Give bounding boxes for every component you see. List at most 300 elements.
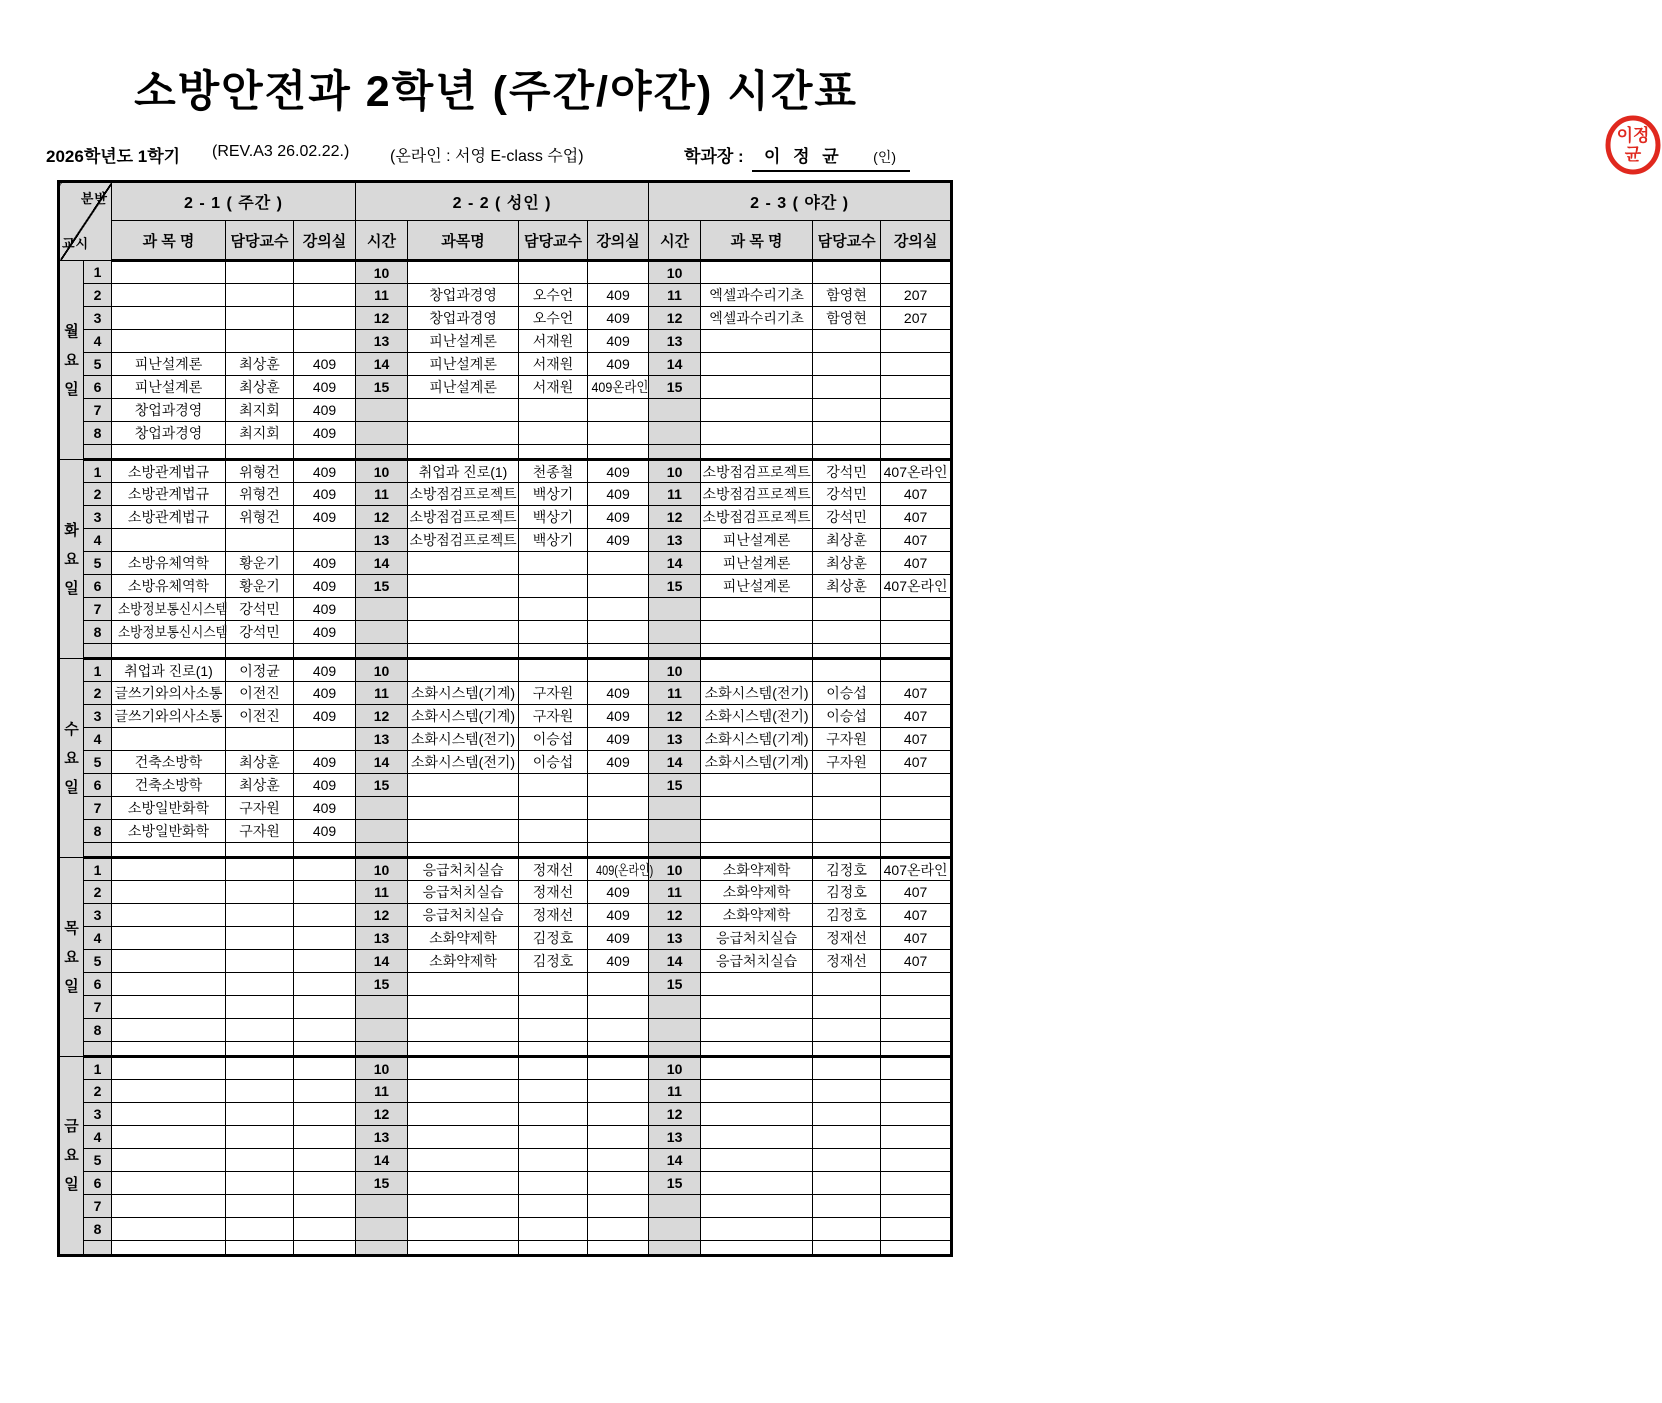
room-cell: [881, 705, 952, 728]
room-cell: [294, 927, 356, 950]
time-cell: [649, 881, 701, 904]
professor-cell: [813, 552, 881, 575]
time-cell: [649, 973, 701, 996]
professor-cell: [519, 858, 588, 881]
room-cell-text: 409: [606, 907, 630, 923]
time-cell-text: 12: [373, 509, 390, 525]
period-cell-text: 8: [93, 1022, 102, 1038]
professor-cell: [519, 506, 588, 529]
subject-cell-text: 피난설계론: [429, 333, 497, 349]
room-cell: [881, 774, 952, 797]
time-cell: [649, 858, 701, 881]
time-cell: [356, 858, 408, 881]
time-cell-text: 12: [666, 509, 683, 525]
room-cell: [588, 483, 649, 506]
subject-cell: [408, 1149, 519, 1172]
section-title-day-class: 2 - 1 ( 주간 ): [112, 182, 356, 221]
day-label: [59, 1057, 84, 1256]
period-cell: [84, 284, 112, 307]
room-cell-text: 409: [312, 662, 337, 679]
subject-cell: [112, 1126, 226, 1149]
subject-cell-text: 피난설계론: [134, 356, 203, 372]
room-cell: [294, 529, 356, 552]
subject-cell-text: 소방일반화학: [127, 800, 210, 816]
room-cell-text: 409: [606, 463, 630, 480]
subject-cell: [112, 1057, 226, 1080]
professor-cell: [226, 659, 294, 682]
timetable-row: [59, 1172, 952, 1195]
period-cell-text: 2: [93, 884, 102, 900]
chief-signature-line: [752, 126, 1650, 172]
professor-cell-text: 이전진: [239, 708, 280, 724]
separator-cell: [84, 843, 112, 858]
separator-cell: [881, 644, 952, 659]
subject-cell: [408, 529, 519, 552]
separator-cell: [226, 644, 294, 659]
time-cell-text: 14: [666, 754, 683, 770]
professor-cell-text: 위형건: [239, 463, 280, 480]
period-cell-text: 7: [93, 402, 102, 418]
subject-cell: [112, 950, 226, 973]
separator-cell: [881, 1241, 952, 1256]
room-cell-text: 409: [606, 532, 630, 548]
chief-name: 이 정 균: [764, 147, 843, 166]
subject-cell-text: 소화시스템(전기): [704, 685, 809, 701]
professor-cell: [813, 1080, 881, 1103]
column-header-row: [59, 221, 952, 261]
room-cell: [588, 881, 649, 904]
time-cell-text: 12: [373, 907, 390, 923]
subject-cell: [112, 284, 226, 307]
time-cell-text: 13: [373, 930, 390, 946]
time-cell: [649, 552, 701, 575]
professor-cell: [813, 460, 881, 483]
room-cell-text: 409: [606, 754, 630, 770]
col-header-room: 강의실: [294, 221, 356, 261]
subject-cell: [408, 996, 519, 1019]
timetable-row: [59, 927, 952, 950]
timetable-row: [59, 1019, 952, 1042]
period-cell-text: 1: [93, 662, 102, 679]
subject-cell-text: 건축소방학: [134, 754, 203, 770]
room-cell: [294, 1218, 356, 1241]
separator-cell: [881, 445, 952, 460]
room-cell: [294, 797, 356, 820]
subject-cell: [701, 506, 813, 529]
separator-cell: [294, 445, 356, 460]
subject-cell: [408, 284, 519, 307]
room-cell: [294, 904, 356, 927]
time-cell: [649, 774, 701, 797]
room-cell: [588, 774, 649, 797]
subject-cell: [112, 705, 226, 728]
subject-cell-text: 소방점검프로젝트: [409, 486, 517, 502]
professor-cell: [226, 820, 294, 843]
room-cell: [588, 284, 649, 307]
room-cell-text: 407: [903, 555, 928, 571]
separator-cell: [112, 1042, 226, 1057]
time-cell-text: 10: [373, 463, 390, 480]
subject-cell: [408, 330, 519, 353]
time-cell: [649, 529, 701, 552]
corner-label-class: 분반: [80, 191, 108, 206]
separator-cell: [84, 644, 112, 659]
time-cell: [649, 575, 701, 598]
subject-cell: [112, 1080, 226, 1103]
professor-cell-text: 서재원: [532, 379, 574, 395]
room-cell: [881, 927, 952, 950]
professor-cell: [813, 881, 881, 904]
time-cell-text: 10: [666, 1060, 683, 1077]
professor-cell-text: 강석민: [239, 624, 280, 640]
subject-cell: [408, 881, 519, 904]
period-cell-text: 5: [93, 555, 102, 571]
room-cell: [294, 330, 356, 353]
period-cell-text: 1: [93, 264, 102, 280]
time-cell: [649, 950, 701, 973]
period-cell: [84, 1126, 112, 1149]
time-cell: [356, 1195, 408, 1218]
timetable-row: [59, 621, 952, 644]
col-header-professor: 담당교수: [813, 221, 881, 261]
separator-cell: [881, 843, 952, 858]
period-cell: [84, 973, 112, 996]
subject-cell-text: 소화시스템(전기): [704, 708, 809, 724]
professor-cell: [226, 330, 294, 353]
subject-cell: [408, 261, 519, 284]
period-cell-text: 7: [93, 601, 102, 617]
room-cell: [881, 261, 952, 284]
period-cell-text: 8: [93, 1221, 102, 1237]
professor-cell-text: 함영현: [826, 310, 867, 326]
subject-cell: [701, 598, 813, 621]
subject-cell: [408, 1195, 519, 1218]
separator-cell: [226, 843, 294, 858]
room-cell: [881, 904, 952, 927]
col-header-professor: 담당교수: [519, 221, 588, 261]
room-cell-text: 409: [312, 555, 337, 571]
room-cell: [294, 1172, 356, 1195]
time-cell-text: 11: [374, 1083, 389, 1099]
subject-cell-text: 소방유체역학: [127, 555, 210, 571]
separator-cell: [519, 1241, 588, 1256]
separator-cell: [408, 1241, 519, 1256]
professor-cell-text: 김정호: [826, 907, 867, 923]
time-cell: [356, 1149, 408, 1172]
period-cell: [84, 307, 112, 330]
professor-cell: [813, 950, 881, 973]
subject-cell-text: 응급처치실습: [422, 861, 504, 878]
subject-cell-text: 소방유체역학: [127, 578, 210, 594]
professor-cell: [813, 1172, 881, 1195]
room-cell: [588, 621, 649, 644]
room-cell: [881, 575, 952, 598]
time-cell-text: 14: [666, 1152, 683, 1168]
subject-cell: [408, 751, 519, 774]
period-cell: [84, 904, 112, 927]
subject-cell: [112, 261, 226, 284]
subject-cell: [408, 353, 519, 376]
subject-cell: [701, 621, 813, 644]
room-cell: [588, 1172, 649, 1195]
professor-cell-text: 최상훈: [826, 555, 867, 571]
subject-cell: [112, 1195, 226, 1218]
subject-cell: [112, 904, 226, 927]
professor-cell-text: 백상기: [532, 509, 574, 525]
separator-cell: [294, 644, 356, 659]
timetable-row: [59, 881, 952, 904]
room-cell-text: 409: [606, 685, 630, 701]
subject-cell-text: 피난설계론: [429, 356, 497, 372]
room-cell: [588, 575, 649, 598]
subject-cell: [701, 881, 813, 904]
time-cell: [356, 728, 408, 751]
professor-cell: [226, 1172, 294, 1195]
room-cell: [294, 422, 356, 445]
room-cell: [881, 598, 952, 621]
room-cell: [881, 307, 952, 330]
room-cell: [588, 552, 649, 575]
subject-cell-text: 소화약제학: [722, 861, 791, 878]
separator-cell: [701, 1241, 813, 1256]
room-cell: [588, 659, 649, 682]
subject-cell: [701, 927, 813, 950]
subject-cell: [112, 728, 226, 751]
room-cell: [881, 1218, 952, 1241]
room-cell: [881, 659, 952, 682]
room-cell: [294, 881, 356, 904]
room-cell: [294, 751, 356, 774]
department-chief-label: 학과장 :: [684, 147, 744, 166]
separator-cell: [84, 445, 112, 460]
time-cell: [356, 996, 408, 1019]
subject-cell: [701, 376, 813, 399]
subject-cell: [701, 552, 813, 575]
period-cell: [84, 774, 112, 797]
room-cell: [881, 1080, 952, 1103]
subject-cell-text: 소화시스템(기계): [411, 685, 516, 701]
time-cell-text: 11: [374, 287, 389, 303]
time-cell: [649, 797, 701, 820]
professor-cell: [519, 1218, 588, 1241]
professor-cell: [519, 797, 588, 820]
professor-cell: [813, 659, 881, 682]
time-cell: [649, 1172, 701, 1195]
professor-cell-text: 김정호: [532, 953, 574, 969]
professor-cell-text: 위형건: [239, 486, 280, 502]
subject-cell: [701, 858, 813, 881]
subject-cell: [701, 307, 813, 330]
professor-cell: [813, 284, 881, 307]
timetable-row: [59, 552, 952, 575]
day-label: [59, 261, 84, 460]
col-header-time: 시간: [356, 221, 408, 261]
subject-cell-text: 창업과경영: [134, 425, 203, 441]
separator-cell: [813, 1042, 881, 1057]
professor-cell-text: 함영현: [826, 287, 867, 303]
period-cell: [84, 552, 112, 575]
timetable-row: [59, 659, 952, 682]
time-cell-text: 15: [666, 1175, 683, 1191]
subject-cell: [112, 1103, 226, 1126]
professor-cell-text: 이승섭: [826, 685, 867, 701]
time-cell-text: 10: [666, 662, 683, 679]
professor-cell: [813, 1218, 881, 1241]
corner-label-period: 교시: [62, 236, 90, 251]
room-cell-text: 409: [312, 823, 337, 839]
professor-cell-text: 정재선: [532, 907, 574, 923]
approval-stamp-icon: [1604, 114, 1662, 176]
time-cell: [649, 728, 701, 751]
separator-cell: [588, 843, 649, 858]
time-cell: [649, 460, 701, 483]
subject-cell: [701, 1126, 813, 1149]
period-cell-text: 4: [93, 731, 102, 747]
time-cell: [356, 659, 408, 682]
timetable-row: [59, 1103, 952, 1126]
subject-cell: [408, 927, 519, 950]
room-cell: [588, 307, 649, 330]
subject-cell: [112, 353, 226, 376]
time-cell-text: 13: [666, 333, 683, 349]
separator-cell: [701, 644, 813, 659]
time-cell: [649, 820, 701, 843]
timetable-row: [59, 307, 952, 330]
subject-cell: [701, 705, 813, 728]
time-cell: [649, 682, 701, 705]
subject-cell-text: 엑셀과수리기초: [709, 310, 804, 326]
period-cell: [84, 1080, 112, 1103]
room-cell: [294, 682, 356, 705]
period-cell-text: 3: [93, 1106, 102, 1122]
professor-cell: [226, 728, 294, 751]
professor-cell: [813, 575, 881, 598]
time-cell: [649, 904, 701, 927]
subject-cell-text: 소방점검프로젝트: [409, 532, 517, 548]
time-cell: [356, 422, 408, 445]
timetable-row: [59, 460, 952, 483]
subject-cell-text: 응급처치실습: [422, 907, 504, 923]
time-cell-text: 13: [373, 1129, 390, 1145]
room-cell: [588, 1195, 649, 1218]
day-separator-row: [59, 1042, 952, 1057]
subject-cell: [701, 904, 813, 927]
room-cell: [588, 261, 649, 284]
subject-cell: [701, 575, 813, 598]
professor-cell: [813, 353, 881, 376]
subject-cell: [701, 330, 813, 353]
subject-cell: [112, 460, 226, 483]
time-cell: [356, 552, 408, 575]
room-cell: [881, 1019, 952, 1042]
subject-cell-text: 취업과 진로(1): [418, 463, 508, 480]
professor-cell: [226, 1195, 294, 1218]
period-cell-text: 8: [93, 624, 102, 640]
room-cell: [588, 1057, 649, 1080]
period-cell: [84, 996, 112, 1019]
separator-cell: [701, 843, 813, 858]
professor-cell: [226, 552, 294, 575]
professor-cell-text: 구자원: [532, 685, 574, 701]
subject-cell: [112, 399, 226, 422]
timetable-row: [59, 1080, 952, 1103]
subject-cell: [408, 460, 519, 483]
subject-cell-text: 소방점검프로젝트: [409, 509, 517, 525]
professor-cell: [226, 1080, 294, 1103]
subject-cell: [112, 820, 226, 843]
timetable-row: [59, 376, 952, 399]
period-cell: [84, 820, 112, 843]
time-cell: [649, 506, 701, 529]
subject-cell: [701, 460, 813, 483]
room-cell-text: 409온라인: [591, 379, 649, 395]
subject-cell: [408, 307, 519, 330]
professor-cell: [519, 1149, 588, 1172]
time-cell: [356, 353, 408, 376]
professor-cell: [813, 1019, 881, 1042]
period-cell-text: 3: [93, 310, 102, 326]
time-cell: [356, 376, 408, 399]
period-cell: [84, 261, 112, 284]
timetable-row: [59, 904, 952, 927]
professor-cell-text: 이전진: [239, 685, 280, 701]
time-cell: [649, 399, 701, 422]
subject-cell: [112, 1218, 226, 1241]
room-cell: [588, 1218, 649, 1241]
room-cell: [294, 307, 356, 330]
room-cell: [588, 728, 649, 751]
professor-cell: [519, 1057, 588, 1080]
room-cell-text: 207: [903, 310, 928, 326]
room-cell: [294, 705, 356, 728]
time-cell: [356, 1126, 408, 1149]
separator-cell: [588, 1241, 649, 1256]
professor-cell: [226, 705, 294, 728]
professor-cell: [519, 1126, 588, 1149]
timetable-row: [59, 797, 952, 820]
stamp-text-top: 이정: [1616, 126, 1650, 145]
period-cell-text: 3: [93, 509, 102, 525]
time-cell-text: 10: [373, 264, 390, 281]
professor-cell: [813, 529, 881, 552]
professor-cell: [226, 598, 294, 621]
professor-cell: [226, 751, 294, 774]
subject-cell-text: 소방정보통신시스템: [117, 601, 228, 617]
professor-cell-text: 구자원: [826, 754, 867, 770]
col-header-room: 강의실: [588, 221, 649, 261]
room-cell: [881, 483, 952, 506]
professor-cell: [226, 376, 294, 399]
day-label-char: 요: [64, 948, 79, 966]
room-cell: [881, 353, 952, 376]
subject-cell: [701, 1172, 813, 1195]
subject-cell: [112, 506, 226, 529]
time-cell: [356, 1103, 408, 1126]
timetable-row: [59, 399, 952, 422]
professor-cell: [519, 728, 588, 751]
professor-cell: [519, 881, 588, 904]
subject-cell-text: 엑셀과수리기초: [709, 287, 804, 303]
time-cell: [356, 973, 408, 996]
timetable-grid: [57, 180, 953, 1257]
professor-cell-text: 구자원: [239, 823, 280, 839]
professor-cell-text: 최상훈: [239, 356, 280, 372]
subject-cell-text: 응급처치실습: [716, 953, 798, 969]
period-cell-text: 2: [93, 1083, 102, 1099]
room-cell: [881, 751, 952, 774]
professor-cell: [226, 575, 294, 598]
room-cell-text: 409: [312, 708, 337, 724]
